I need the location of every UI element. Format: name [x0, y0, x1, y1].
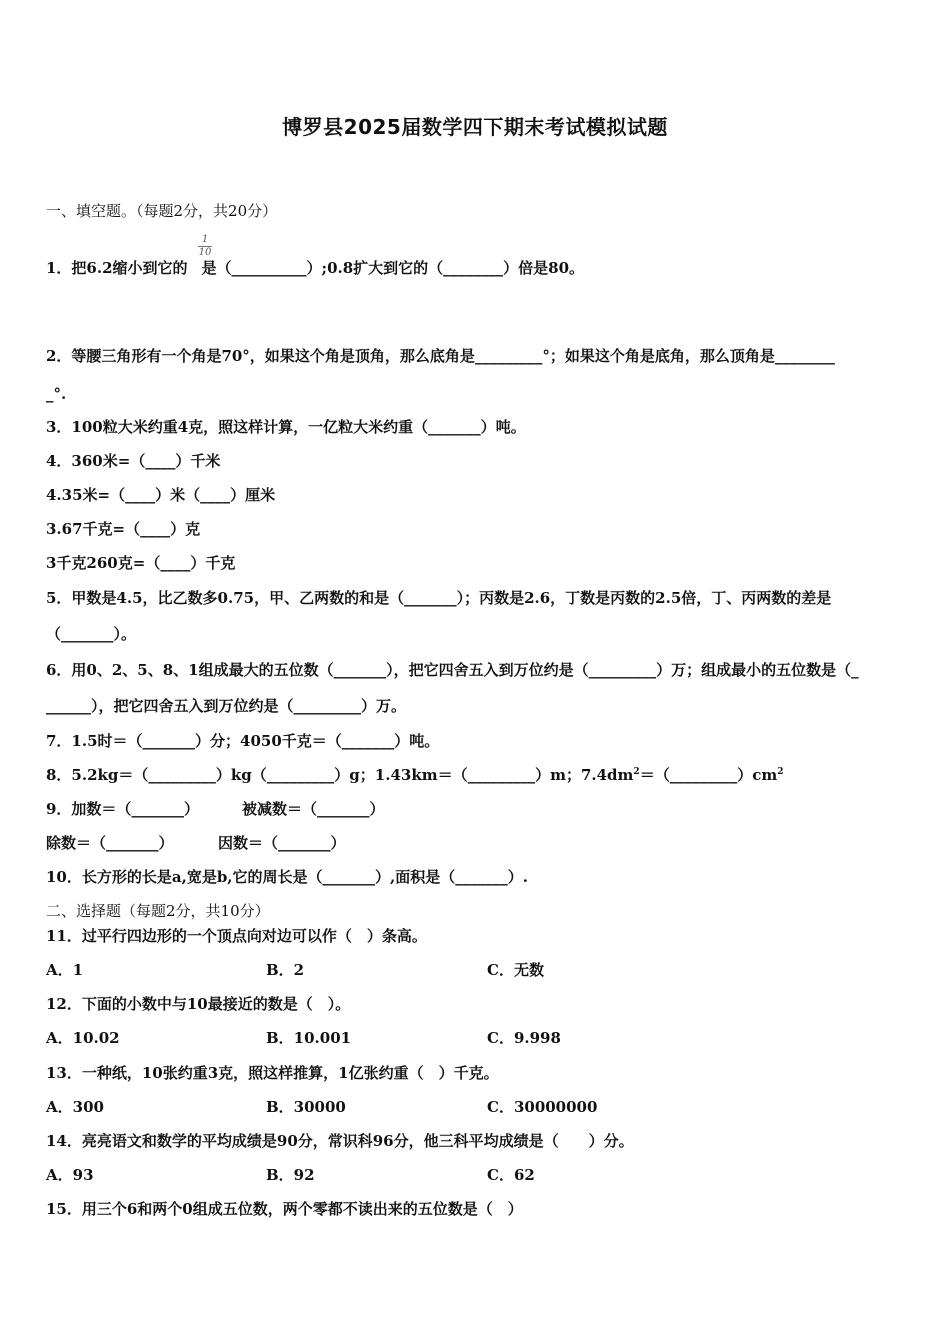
- question-9-d: 因数＝（_______）: [218, 834, 346, 852]
- question-5-line-1: 5．甲数是4.5，比乙数多0.75，甲、乙两数的和是（_______）；丙数是2.6，丁数是丙数的2.5倍，丁、丙两数的差是: [46, 589, 832, 607]
- question-13-option-c: C．30000000: [487, 1098, 598, 1116]
- question-14: 14．亮亮语文和数学的平均成绩是90分，常识科96分，他三科平均成绩是（ ）分。: [46, 1132, 634, 1150]
- question-14-option-a: A．93: [46, 1166, 94, 1184]
- question-9-a: 9．加数＝（_______）: [46, 800, 199, 818]
- question-2-line-2: _°.: [46, 385, 67, 403]
- question-8-superscript-2: 2: [777, 767, 784, 777]
- question-9-b: 被减数＝（_______）: [242, 800, 385, 818]
- section-fill-in-blank-heading: 一、填空题。（每题2分，共20分）: [46, 202, 278, 220]
- question-11-option-a: A．1: [46, 961, 84, 979]
- question-14-option-b: B．92: [266, 1166, 315, 1184]
- question-13-option-a: A．300: [46, 1098, 104, 1116]
- question-7: 7．1.5时＝（_______）分；4050千克＝（_______）吨。: [46, 732, 440, 750]
- question-4-d: 3千克260克=（____）千克: [46, 554, 236, 572]
- question-11-option-c: C．无数: [487, 961, 544, 979]
- question-1-before: 1．把6.2缩小到它的: [46, 259, 188, 277]
- fraction-numerator: 1: [201, 234, 209, 245]
- question-9-c: 除数＝（_______）: [46, 834, 174, 852]
- question-1: [46, 258, 584, 278]
- question-12-option-c: C．9.998: [487, 1029, 561, 1047]
- question-14-option-c: C．62: [487, 1166, 535, 1184]
- question-6-line-2: ______），把它四舍五入到万位约是（_________）万。: [46, 697, 407, 715]
- fraction-denominator: 10: [198, 247, 212, 258]
- question-10: 10．长方形的长是a,宽是b,它的周长是（_______）,面积是（_______）.: [46, 868, 528, 886]
- fraction-one-tenth: [198, 235, 212, 258]
- question-8-part-1: 8．5.2kg＝（_________）kg（_________）g；1.43km＝（_________）m；7.4dm: [46, 766, 634, 784]
- question-5-line-2: （_______）。: [46, 625, 137, 643]
- question-12: 12．下面的小数中与10最接近的数是（ ）。: [46, 995, 351, 1013]
- question-12-option-a: A．10.02: [46, 1029, 120, 1047]
- question-15: 15．用三个6和两个0组成五位数，两个零都不读出来的五位数是（ ）: [46, 1200, 523, 1218]
- question-11: 11．过平行四边形的一个顶点向对边可以作（ ）条高。: [46, 927, 427, 945]
- question-8-superscript-1: 2: [633, 767, 640, 777]
- question-1-after: 是（__________）;0.8扩大到它的（________）倍是80。: [201, 259, 585, 277]
- section-multiple-choice-heading: 二、选择题（每题2分，共10分）: [46, 902, 270, 920]
- question-2-line-1: 2．等腰三角形有一个角是70°，如果这个角是顶角，那么底角是_________°；如果这个角是底角，那么顶角是________: [46, 347, 835, 365]
- page-title: 博罗县2025届数学四下期末考试模拟试题: [282, 115, 668, 139]
- question-13-option-b: B．30000: [266, 1098, 346, 1116]
- question-4-c: 3.67千克=（____）克: [46, 520, 201, 538]
- question-6-line-1: 6．用0、2、5、8、1组成最大的五位数（_______），把它四舍五入到万位约是（_________）万；组成最小的五位数是（_: [46, 661, 859, 679]
- question-12-option-b: B．10.001: [266, 1029, 352, 1047]
- question-11-option-b: B．2: [266, 961, 305, 979]
- question-4-a: 4．360米=（____）千米: [46, 452, 221, 470]
- question-4-b: 4.35米=（____）米（____）厘米: [46, 486, 276, 504]
- question-3: 3．100粒大米约重4克，照这样计算，一亿粒大米约重（_______）吨。: [46, 418, 526, 436]
- question-8: [46, 765, 783, 785]
- question-13: 13．一种纸，10张约重3克，照这样推算，1亿张约重（ ）千克。: [46, 1064, 499, 1082]
- question-8-part-2: ＝（_________）cm: [639, 766, 778, 784]
